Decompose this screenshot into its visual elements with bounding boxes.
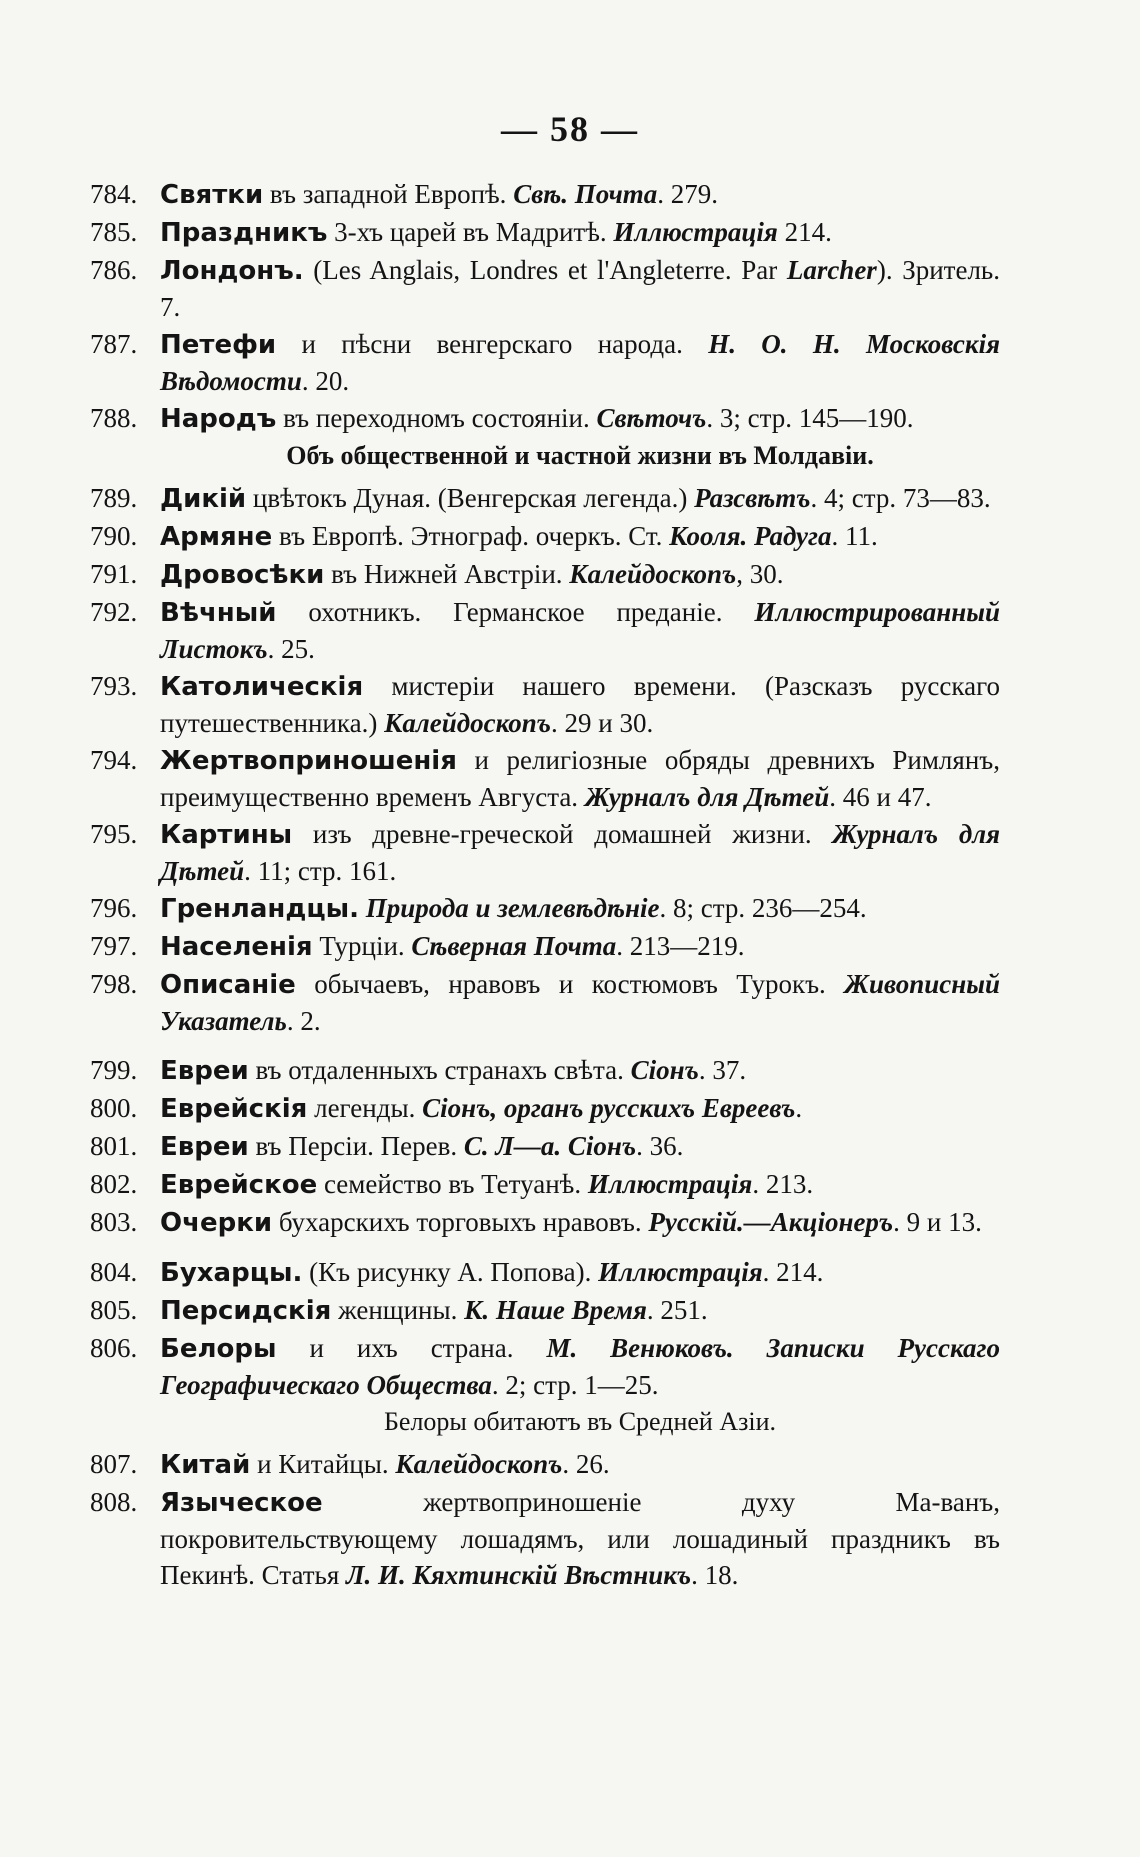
entry-number: 800. — [90, 1093, 138, 1123]
entry-tail: . 29 и 30. — [551, 708, 654, 738]
entry-text: жертвоприношеніе духу Ма-ванъ, покровительствующему лошадямъ, или лошадиный праздникъ въ Пекинѣ. Статья — [160, 1487, 1000, 1590]
entry-tail: . 46 и 47. — [829, 782, 932, 812]
entry-body — [160, 1484, 1000, 1593]
bibliography-entry — [90, 1330, 1000, 1403]
bibliography-entry — [90, 928, 1000, 965]
entry-body — [160, 668, 1000, 741]
entry-tail: , 30. — [736, 559, 784, 589]
entry-title: Картины — [160, 820, 293, 850]
entry-number: 789. — [90, 483, 138, 513]
entry-text: и пѣсни венгерскаго народа. — [276, 329, 709, 359]
entry-title: Народъ — [160, 404, 277, 434]
sub-note: Белоры обитаютъ въ Средней Азіи. — [383, 1407, 777, 1436]
entry-title: Лондонъ. — [160, 256, 304, 286]
entry-number: 786. — [90, 255, 138, 285]
entry-body — [160, 252, 1000, 325]
entry-title: Описаніе — [160, 970, 296, 1000]
entry-source: Свѣ. Почта — [513, 179, 658, 209]
entry-source: Журналъ для Дѣтей — [584, 782, 830, 812]
entry-body — [160, 1446, 1000, 1483]
entry-tail: . 25. — [267, 634, 315, 664]
entry-title: Белоры — [160, 1334, 277, 1364]
entry-number: 794. — [90, 745, 138, 775]
entry-tail: . 8; стр. 236—254. — [659, 893, 867, 923]
bibliography-entry — [90, 326, 1000, 399]
entry-tail: . 20. — [301, 366, 350, 396]
entry-title: Населенія — [160, 932, 313, 962]
entry-body — [160, 1330, 1000, 1403]
entry-source: Сіонъ — [630, 1055, 699, 1085]
entry-body — [160, 1204, 1000, 1241]
bibliography-entry — [90, 214, 1000, 251]
entry-tail: . 9 и 13. — [893, 1207, 982, 1237]
entry-source: Иллюстрація — [613, 217, 778, 247]
page-header: — 58 — — [501, 109, 639, 149]
entry-tail: . 3; стр. 145—190. — [706, 403, 914, 433]
entry-tail: . 214. — [762, 1257, 824, 1287]
entry-text: (Къ рисунку А. Попова). — [302, 1257, 599, 1287]
entry-source: Свѣточъ — [596, 403, 707, 433]
entry-tail: . 36. — [636, 1131, 684, 1161]
entry-text: (Les Anglais, Londres et l'Angleterre. Par — [303, 255, 787, 285]
bibliography-entry — [90, 1052, 1000, 1089]
entry-source: Л. И. Кяхтинскій Вѣстникъ — [346, 1560, 692, 1590]
entry-source: Иллюстрація — [598, 1257, 763, 1287]
entry-text: обычаевъ, нравовъ и костюмовъ Турокъ. — [295, 969, 845, 999]
entry-tail: . 11. — [831, 521, 878, 551]
spacer — [90, 1242, 1000, 1254]
entry-body — [160, 1254, 1000, 1291]
entry-title: Дровосѣки — [160, 560, 325, 590]
bibliography-entry — [90, 668, 1000, 741]
entry-tail: . 2. — [286, 1006, 321, 1036]
entry-title: Евреи — [160, 1056, 249, 1086]
entry-body — [160, 176, 1000, 213]
entry-tail: . 37. — [698, 1055, 747, 1085]
entry-source: Калейдоскопъ — [395, 1449, 563, 1479]
entry-text: бухарскихъ торговыхъ нравовъ. — [272, 1207, 649, 1237]
entry-body — [160, 594, 1000, 667]
entry-tail: . 213—219. — [616, 931, 745, 961]
entry-text: въ Персіи. Перев. — [248, 1131, 464, 1161]
entry-body — [160, 326, 1000, 399]
entry-number: 797. — [90, 931, 138, 961]
entry-tail: . 213. — [752, 1169, 814, 1199]
entry-number: 790. — [90, 521, 138, 551]
entry-text: изъ древне-греческой домашней жизни. — [292, 819, 833, 849]
entry-number: 798. — [90, 969, 138, 999]
bibliography-entry — [90, 1204, 1000, 1241]
entry-body — [160, 966, 1000, 1039]
entry-number: 788. — [90, 403, 138, 433]
entry-text: легенды. — [307, 1093, 423, 1123]
entry-tail: . 279. — [657, 179, 718, 209]
entry-source: Калейдоскопъ — [569, 559, 737, 589]
bibliography-entry — [90, 1484, 1000, 1593]
spacer — [90, 1040, 1000, 1052]
entry-body — [160, 214, 1000, 251]
entry-text: и ихъ страна. — [276, 1333, 547, 1363]
entry-title: Вѣчный — [160, 598, 277, 628]
entry-number: 799. — [90, 1055, 138, 1085]
entry-tail: . — [795, 1093, 803, 1123]
entry-body — [160, 890, 1000, 927]
entry-tail: . 251. — [646, 1295, 708, 1325]
entry-number: 802. — [90, 1169, 138, 1199]
bibliography-entry — [90, 518, 1000, 555]
entry-title: Еврейскія — [160, 1094, 308, 1124]
entry-number: 803. — [90, 1207, 138, 1237]
entry-title: Праздникъ — [160, 218, 328, 248]
entry-tail: . 4; стр. 73—83. — [810, 483, 991, 513]
entry-number: 785. — [90, 217, 138, 247]
entry-tail: . 11; стр. 161. — [244, 856, 397, 886]
bibliography-entry — [90, 1254, 1000, 1291]
entry-title: Языческое — [160, 1488, 323, 1518]
entry-number: 801. — [90, 1131, 138, 1161]
entry-body — [160, 1090, 1000, 1127]
entry-text: въ переходномъ состояніи. — [276, 403, 597, 433]
entry-number: 791. — [90, 559, 138, 589]
entry-title: Дикій — [160, 484, 247, 514]
entry-number: 805. — [90, 1295, 138, 1325]
entry-source: С. Л—а. Сіонъ — [463, 1131, 637, 1161]
entry-title: Очерки — [160, 1208, 273, 1238]
entry-source: Сіонъ, органъ русскихъ Евреевъ — [422, 1093, 796, 1123]
entry-number: 793. — [90, 671, 138, 701]
bibliography-entry — [90, 742, 1000, 815]
entry-source: Разсвѣтъ — [694, 483, 811, 513]
entry-text: въ Нижней Австріи. — [324, 559, 570, 589]
bibliography-entry — [90, 1292, 1000, 1329]
entry-text: охотникъ. Германское преданіе. — [276, 597, 755, 627]
entry-title: Армяне — [160, 522, 273, 552]
entry-body — [160, 1292, 1000, 1329]
bibliography-entry — [90, 594, 1000, 667]
entry-text: и Китайцы. — [250, 1449, 396, 1479]
bibliography-entry — [90, 1166, 1000, 1203]
entry-number: 787. — [90, 329, 138, 359]
entry-body — [160, 816, 1000, 889]
bibliography-entry — [90, 480, 1000, 517]
entry-source: Живописный Указатель — [160, 969, 1000, 1036]
entry-source: Природа и землевѣдѣніе — [365, 893, 660, 923]
entry-text — [359, 893, 366, 923]
entry-source: К. Наше Время — [464, 1295, 647, 1325]
entry-text: въ западной Европѣ. — [263, 179, 514, 209]
entry-list — [90, 176, 1000, 1594]
entry-text: цвѣтокъ Дуная. (Венгерская легенда.) — [246, 483, 695, 513]
entry-number: 796. — [90, 893, 138, 923]
entry-text: семейство въ Тетуанѣ. — [317, 1169, 588, 1199]
entry-source: Н. О. Н. Московскія Вѣдомости — [160, 329, 1000, 396]
entry-body — [160, 742, 1000, 815]
entry-body — [160, 556, 1000, 593]
bibliography-entry — [90, 176, 1000, 213]
entry-text: женщины. — [331, 1295, 465, 1325]
bibliography-entry — [90, 556, 1000, 593]
entry-text: въ Европѣ. Этнограф. очеркъ. Ст. — [272, 521, 670, 551]
bibliography-entry — [90, 1128, 1000, 1165]
entry-number: 784. — [90, 179, 138, 209]
entry-body — [160, 1052, 1000, 1089]
entry-source: Калейдоскопъ — [384, 708, 552, 738]
entry-title: Китай — [160, 1450, 251, 1480]
entry-tail: 214. — [777, 217, 832, 247]
entry-source: Русскій.—Акціонеръ — [648, 1207, 894, 1237]
entry-tail: . 26. — [562, 1449, 610, 1479]
entry-number: 804. — [90, 1257, 138, 1287]
bibliography-entry — [90, 966, 1000, 1039]
entry-text: 3-хъ царей въ Мадритѣ. — [327, 217, 614, 247]
entry-text: и религіозные обряды древнихъ Римлянъ, преимущественно временъ Августа. — [160, 745, 1000, 812]
entry-number: 807. — [90, 1449, 138, 1479]
entry-source: Larcher — [786, 255, 877, 285]
entry-body — [160, 1166, 1000, 1203]
entry-number: 808. — [90, 1487, 138, 1517]
entry-number: 806. — [90, 1333, 138, 1363]
bibliography-entry — [90, 252, 1000, 325]
entry-source: Кооля. Радуга — [669, 521, 832, 551]
entry-text: въ отдаленныхъ странахъ свѣта. — [248, 1055, 631, 1085]
sub-note: Объ общественной и частной жизни въ Молдавіи. — [286, 441, 874, 470]
entry-body — [160, 518, 1000, 555]
bibliography-entry — [90, 400, 1000, 437]
entry-tail: . 18. — [691, 1560, 739, 1590]
entry-source: М. Венюковъ. Записки Русскаго Географическаго Общества — [160, 1333, 1000, 1400]
entry-tail: ). Зритель. 7. — [160, 255, 1000, 322]
bibliography-entry — [90, 816, 1000, 889]
entry-source: Сѣверная Почта — [411, 931, 617, 961]
entry-number: 792. — [90, 597, 138, 627]
entry-tail: . 2; стр. 1—25. — [491, 1370, 659, 1400]
entry-source: Иллюстрація — [587, 1169, 753, 1199]
entry-source: Журналъ для Дѣтей — [160, 819, 1000, 886]
entry-body — [160, 1128, 1000, 1165]
entry-title: Гренландцы. — [160, 894, 359, 924]
entry-title: Святки — [160, 180, 264, 210]
entry-title: Еврейское — [160, 1170, 318, 1200]
bibliography-entry — [90, 890, 1000, 927]
entry-title: Католическія — [160, 672, 364, 702]
entry-title: Евреи — [160, 1132, 249, 1162]
entry-text: Турціи. — [312, 931, 412, 961]
entry-title: Бухарцы. — [160, 1258, 303, 1288]
entry-title: Персидскія — [160, 1296, 332, 1326]
entry-number: 795. — [90, 819, 138, 849]
bibliography-entry — [90, 1446, 1000, 1483]
entry-title: Жертвоприношенія — [160, 746, 457, 776]
entry-body — [160, 928, 1000, 965]
entry-body — [160, 400, 1000, 437]
entry-source: Иллюстрированный Листокъ — [160, 597, 1000, 664]
entry-text: мистеріи нашего времени. (Разсказъ русскаго путешественника.) — [160, 671, 1000, 738]
bibliography-entry — [90, 1090, 1000, 1127]
entry-title: Петефи — [160, 330, 277, 360]
entry-body — [160, 480, 1000, 517]
